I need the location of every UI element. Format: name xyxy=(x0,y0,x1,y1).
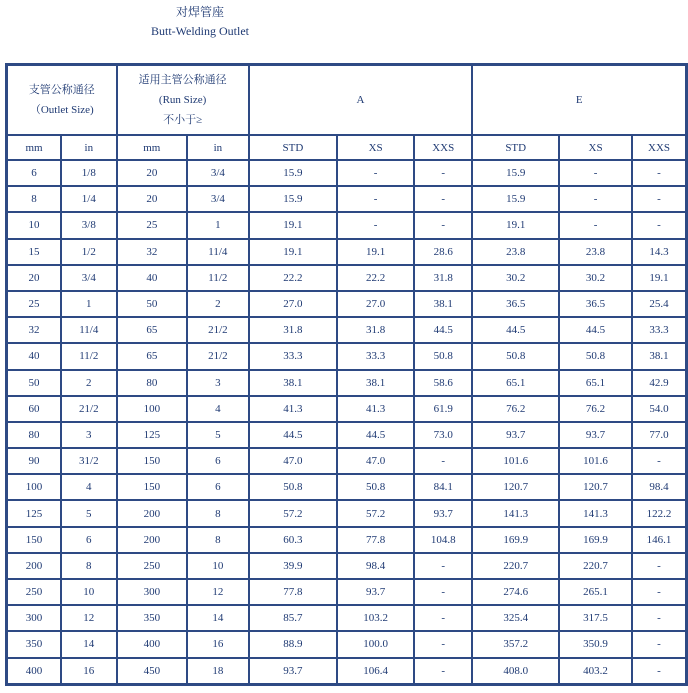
table-cell: 98.4 xyxy=(632,474,686,500)
table-cell: 57.2 xyxy=(249,500,338,526)
table-cell: 3/4 xyxy=(187,160,249,186)
table-cell: 38.1 xyxy=(632,343,686,369)
table-cell: 38.1 xyxy=(249,370,338,396)
table-row xyxy=(7,370,687,396)
table-cell: 85.7 xyxy=(249,605,338,631)
table-cell: 125 xyxy=(7,500,62,526)
table-cell: 22.2 xyxy=(249,265,338,291)
table-cell: 40 xyxy=(7,343,62,369)
table-cell: 450 xyxy=(117,658,187,685)
table-row xyxy=(7,422,687,448)
table-cell: 90 xyxy=(7,448,62,474)
table-cell: 325.4 xyxy=(472,605,559,631)
table-cell: - xyxy=(414,553,472,579)
table-cell: 1/4 xyxy=(61,186,117,212)
table-cell: 40 xyxy=(117,265,187,291)
table-cell: 14 xyxy=(61,631,117,657)
table-cell: 317.5 xyxy=(559,605,632,631)
table-cell: 1/2 xyxy=(61,239,117,265)
table-cell: 265.1 xyxy=(559,579,632,605)
table-row xyxy=(7,317,687,343)
table-cell: 33.3 xyxy=(249,343,338,369)
table-body xyxy=(7,160,687,684)
table-cell: 19.1 xyxy=(337,239,414,265)
table-cell: 21/2 xyxy=(187,343,249,369)
table-cell: 300 xyxy=(7,605,62,631)
title-chinese: 对焊管座 xyxy=(175,5,224,19)
table-cell: 100.0 xyxy=(337,631,414,657)
table-cell: 93.7 xyxy=(337,579,414,605)
header-run-cn: 适用主管公称通径 xyxy=(138,74,227,86)
table-cell: 65.1 xyxy=(472,370,559,396)
table-cell: 19.1 xyxy=(472,212,559,238)
table-cell: 169.9 xyxy=(472,527,559,553)
table-cell: 14.3 xyxy=(632,239,686,265)
table-cell: 250 xyxy=(117,553,187,579)
table-cell: 28.6 xyxy=(414,239,472,265)
table-cell: 10 xyxy=(61,579,117,605)
table-cell: 19.1 xyxy=(632,265,686,291)
header-group-e: E xyxy=(472,65,686,136)
table-cell: 93.7 xyxy=(559,422,632,448)
table-cell: 20 xyxy=(117,186,187,212)
table-row xyxy=(7,631,687,657)
table-cell: 42.9 xyxy=(632,370,686,396)
table-cell: 93.7 xyxy=(472,422,559,448)
table-cell: 403.2 xyxy=(559,658,632,685)
table-cell: 61.9 xyxy=(414,396,472,422)
table-cell: 84.1 xyxy=(414,474,472,500)
table-row xyxy=(7,553,687,579)
table-cell: 169.9 xyxy=(559,527,632,553)
table-cell: - xyxy=(414,160,472,186)
table-cell: 21/2 xyxy=(61,396,117,422)
table-cell: - xyxy=(414,448,472,474)
table-cell: 150 xyxy=(117,448,187,474)
table-cell: 41.3 xyxy=(337,396,414,422)
table-cell: 141.3 xyxy=(559,500,632,526)
table-cell: 2 xyxy=(61,370,117,396)
table-cell: 408.0 xyxy=(472,658,559,685)
table-cell: 6 xyxy=(7,160,62,186)
table-cell: 50.8 xyxy=(414,343,472,369)
table-row xyxy=(7,605,687,631)
table-cell: 10 xyxy=(7,212,62,238)
table-cell: 50.8 xyxy=(249,474,338,500)
header-run-en: (Run Size) xyxy=(158,94,207,106)
table-cell: 57.2 xyxy=(337,500,414,526)
table-cell: 120.7 xyxy=(559,474,632,500)
table-cell: 98.4 xyxy=(337,553,414,579)
table-cell: 4 xyxy=(61,474,117,500)
header-unit: in xyxy=(187,135,249,160)
table-row xyxy=(7,474,687,500)
table-cell: 101.6 xyxy=(472,448,559,474)
header-unit: STD xyxy=(249,135,338,160)
header-unit: XXS xyxy=(632,135,686,160)
table-row xyxy=(7,500,687,526)
table-cell: 350 xyxy=(117,605,187,631)
table-cell: 50 xyxy=(7,370,62,396)
table-cell: 141.3 xyxy=(472,500,559,526)
table-cell: - xyxy=(337,160,414,186)
table-cell: 54.0 xyxy=(632,396,686,422)
table-cell: 1 xyxy=(61,291,117,317)
table-cell: 50.8 xyxy=(472,343,559,369)
table-cell: 8 xyxy=(7,186,62,212)
table-cell: - xyxy=(632,658,686,685)
table-cell: 15.9 xyxy=(249,186,338,212)
table-cell: 250 xyxy=(7,579,62,605)
table-cell: 25.4 xyxy=(632,291,686,317)
table-cell: - xyxy=(559,186,632,212)
table-row xyxy=(7,239,687,265)
header-unit: mm xyxy=(117,135,187,160)
table-cell: 76.2 xyxy=(472,396,559,422)
table-cell: 104.8 xyxy=(414,527,472,553)
table-cell: - xyxy=(414,605,472,631)
table-cell: 10 xyxy=(187,553,249,579)
table-cell: 11/4 xyxy=(61,317,117,343)
table-row xyxy=(7,396,687,422)
table-cell: 60.3 xyxy=(249,527,338,553)
table-cell: 93.7 xyxy=(249,658,338,685)
table-cell: 15.9 xyxy=(472,160,559,186)
table-cell: 23.8 xyxy=(559,239,632,265)
table-cell: 77.8 xyxy=(337,527,414,553)
table-cell: 5 xyxy=(61,500,117,526)
header-unit: mm xyxy=(7,135,62,160)
table-cell: 3/4 xyxy=(187,186,249,212)
table-cell: 50 xyxy=(117,291,187,317)
table-cell: - xyxy=(414,631,472,657)
outlet-dimensions-table xyxy=(5,63,688,686)
table-cell: - xyxy=(337,186,414,212)
table-cell: 58.6 xyxy=(414,370,472,396)
table-cell: - xyxy=(632,212,686,238)
table-row xyxy=(7,160,687,186)
title-english: Butt-Welding Outlet xyxy=(150,24,250,38)
table-cell: 27.0 xyxy=(249,291,338,317)
header-unit: XS xyxy=(559,135,632,160)
table-cell: 6 xyxy=(187,474,249,500)
table-cell: 3/8 xyxy=(61,212,117,238)
table-cell: 65 xyxy=(117,317,187,343)
table-cell: 3 xyxy=(61,422,117,448)
table-cell: 41.3 xyxy=(249,396,338,422)
table-cell: 15.9 xyxy=(472,186,559,212)
table-cell: 8 xyxy=(187,500,249,526)
table-cell: 220.7 xyxy=(472,553,559,579)
table-cell: 33.3 xyxy=(337,343,414,369)
table-cell: 18 xyxy=(187,658,249,685)
table-cell: 14 xyxy=(187,605,249,631)
table-cell: 44.5 xyxy=(414,317,472,343)
table-cell: 350 xyxy=(7,631,62,657)
table-cell: 23.8 xyxy=(472,239,559,265)
table-cell: 5 xyxy=(187,422,249,448)
table-cell: 32 xyxy=(117,239,187,265)
table-cell: 125 xyxy=(117,422,187,448)
table-cell: 80 xyxy=(7,422,62,448)
table-cell: 76.2 xyxy=(559,396,632,422)
table-cell: 30.2 xyxy=(472,265,559,291)
table-cell: 31.8 xyxy=(337,317,414,343)
table-cell: 106.4 xyxy=(337,658,414,685)
table-cell: 11/2 xyxy=(187,265,249,291)
header-outlet-cn: 支管公称通径 xyxy=(28,84,95,96)
table-cell: 1 xyxy=(187,212,249,238)
table-cell: - xyxy=(414,579,472,605)
table-row xyxy=(7,291,687,317)
table-cell: 50.8 xyxy=(559,343,632,369)
table-cell: 31/2 xyxy=(61,448,117,474)
table-cell: 36.5 xyxy=(472,291,559,317)
table-cell: 30.2 xyxy=(559,265,632,291)
table-cell: - xyxy=(632,631,686,657)
table-cell: 100 xyxy=(117,396,187,422)
table-cell: 80 xyxy=(117,370,187,396)
table-cell: 11/2 xyxy=(61,343,117,369)
table-cell: 274.6 xyxy=(472,579,559,605)
table-cell: 44.5 xyxy=(559,317,632,343)
table-cell: 31.8 xyxy=(414,265,472,291)
table-cell: 1/8 xyxy=(61,160,117,186)
table-cell: 65 xyxy=(117,343,187,369)
table-cell: 65.1 xyxy=(559,370,632,396)
table-cell: 3/4 xyxy=(61,265,117,291)
table-cell: - xyxy=(414,186,472,212)
table-row xyxy=(7,343,687,369)
table-cell: 150 xyxy=(117,474,187,500)
table-cell: 50.8 xyxy=(337,474,414,500)
table-cell: 3 xyxy=(187,370,249,396)
table-cell: 146.1 xyxy=(632,527,686,553)
table-cell: 44.5 xyxy=(337,422,414,448)
table-cell: 33.3 xyxy=(632,317,686,343)
header-outlet-en: （Outlet Size) xyxy=(29,104,94,116)
table-cell: - xyxy=(414,658,472,685)
table-cell: 16 xyxy=(187,631,249,657)
table-cell: 8 xyxy=(61,553,117,579)
table-row xyxy=(7,212,687,238)
table-cell: 12 xyxy=(187,579,249,605)
table-cell: - xyxy=(632,579,686,605)
table-cell: 32 xyxy=(7,317,62,343)
header-group-a: A xyxy=(249,65,473,136)
table-row xyxy=(7,265,687,291)
table-cell: 25 xyxy=(117,212,187,238)
table-cell: 101.6 xyxy=(559,448,632,474)
table-cell: - xyxy=(632,605,686,631)
table-cell: 122.2 xyxy=(632,500,686,526)
header-unit: XS xyxy=(337,135,414,160)
table-cell: 19.1 xyxy=(249,212,338,238)
table-cell: 200 xyxy=(117,527,187,553)
table-cell: - xyxy=(632,160,686,186)
table-cell: 16 xyxy=(61,658,117,685)
header-unit: in xyxy=(61,135,117,160)
table-cell: 36.5 xyxy=(559,291,632,317)
table-cell: 77.8 xyxy=(249,579,338,605)
table-cell: 44.5 xyxy=(472,317,559,343)
header-row-groups xyxy=(7,65,687,136)
table-cell: 60 xyxy=(7,396,62,422)
table-cell: 350.9 xyxy=(559,631,632,657)
table-cell: 150 xyxy=(7,527,62,553)
table-cell: - xyxy=(632,186,686,212)
table-row xyxy=(7,527,687,553)
table-cell: 47.0 xyxy=(337,448,414,474)
table-cell: 120.7 xyxy=(472,474,559,500)
table-cell: 38.1 xyxy=(337,370,414,396)
table-cell: 100 xyxy=(7,474,62,500)
table-cell: 15 xyxy=(7,239,62,265)
table-cell: 38.1 xyxy=(414,291,472,317)
table-cell: 19.1 xyxy=(249,239,338,265)
table-cell: - xyxy=(632,448,686,474)
table-cell: 73.0 xyxy=(414,422,472,448)
header-row-units xyxy=(7,135,687,160)
table-row xyxy=(7,658,687,685)
table-cell: 25 xyxy=(7,291,62,317)
header-unit: XXS xyxy=(414,135,472,160)
table-cell: 200 xyxy=(7,553,62,579)
table-cell: - xyxy=(414,212,472,238)
table-cell: 8 xyxy=(187,527,249,553)
table-cell: 2 xyxy=(187,291,249,317)
table-cell: 44.5 xyxy=(249,422,338,448)
table-cell: 12 xyxy=(61,605,117,631)
table-cell: 400 xyxy=(117,631,187,657)
table-row xyxy=(7,448,687,474)
table-row xyxy=(7,579,687,605)
table-cell: 300 xyxy=(117,579,187,605)
table-cell: 39.9 xyxy=(249,553,338,579)
table-cell: - xyxy=(632,553,686,579)
table-cell: 6 xyxy=(61,527,117,553)
table-cell: 400 xyxy=(7,658,62,685)
table-cell: 200 xyxy=(117,500,187,526)
table-cell: 31.8 xyxy=(249,317,338,343)
header-unit: STD xyxy=(472,135,559,160)
table-cell: - xyxy=(559,160,632,186)
table-cell: 22.2 xyxy=(337,265,414,291)
table-cell: 357.2 xyxy=(472,631,559,657)
table-cell: 4 xyxy=(187,396,249,422)
header-outlet-size xyxy=(7,65,117,136)
table-cell: 21/2 xyxy=(187,317,249,343)
table-cell: 220.7 xyxy=(559,553,632,579)
table-cell: 15.9 xyxy=(249,160,338,186)
table-cell: 88.9 xyxy=(249,631,338,657)
table-cell: 20 xyxy=(117,160,187,186)
table-cell: 11/4 xyxy=(187,239,249,265)
table-cell: 6 xyxy=(187,448,249,474)
header-run-size xyxy=(117,65,249,136)
table-cell: - xyxy=(559,212,632,238)
table-cell: 47.0 xyxy=(249,448,338,474)
table-cell: 27.0 xyxy=(337,291,414,317)
table-cell: 93.7 xyxy=(414,500,472,526)
table-row xyxy=(7,186,687,212)
table-cell: 77.0 xyxy=(632,422,686,448)
table-cell: - xyxy=(337,212,414,238)
table-cell: 103.2 xyxy=(337,605,414,631)
table-cell: 20 xyxy=(7,265,62,291)
header-run-min: 不小于≥ xyxy=(163,114,203,126)
